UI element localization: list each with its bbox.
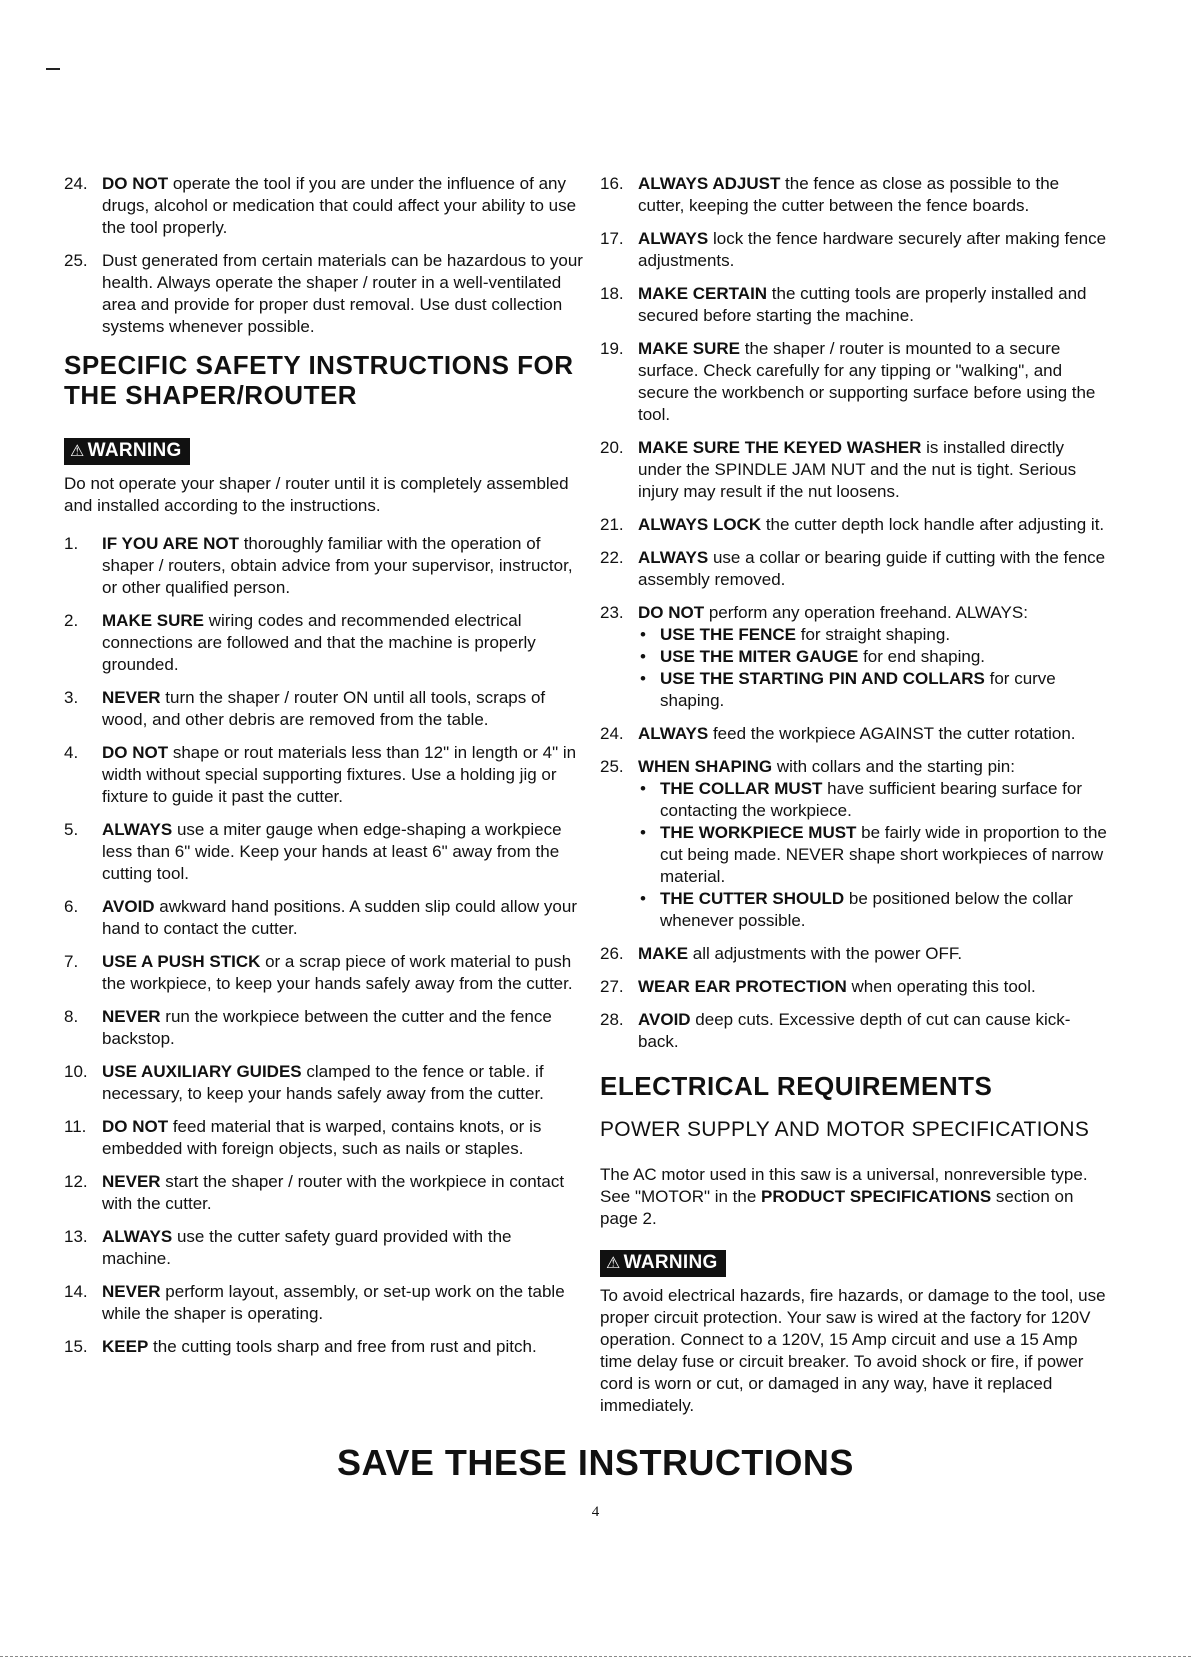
- list-item: 5. ALWAYS use a miter gauge when edge-shaping a workpiece less than 6" wide. Keep your hands at least 6" away from the cutting tool.: [64, 820, 562, 883]
- sub-item: • USE THE STARTING PIN AND COLLARS for curve shaping.: [640, 669, 1056, 710]
- safety-list: [600, 943, 1110, 1053]
- list-item: 21. ALWAYS LOCK the cutter depth lock handle after adjusting it.: [600, 515, 1105, 534]
- motor-text: The AC motor used in this saw is a universal, nonreversible type. See "MOTOR" in the PRODUCT SPECIFICATIONS section on page 2.: [600, 1165, 1088, 1228]
- list-item: 2. MAKE SURE wiring codes and recommended electrical connections are followed and that the machine is properly grounded.: [64, 611, 536, 674]
- list-item: 1. IF YOU ARE NOT thoroughly familiar with the operation of shaper / routers, obtain advice from your supervisor, instructor, or other qualified person.: [64, 534, 573, 597]
- bottom-rule: [0, 1656, 1191, 1657]
- warning-triangle-icon: ⚠: [606, 1255, 621, 1272]
- list-item: 12. NEVER start the shaper / router with the workpiece in contact with the cutter.: [64, 1172, 565, 1213]
- left-column: [64, 173, 584, 1369]
- list-item: 19. MAKE SURE the shaper / router is mounted to a secure surface. Check carefully for any tipping or "walking", and secure the workbench or supporting surface before using the tool.: [600, 339, 1096, 424]
- list-item: 24. DO NOT operate the tool if you are under the influence of any drugs, alcohol or medication that could affect your ability to use the tool properly.: [64, 174, 577, 237]
- list-item: 24. ALWAYS feed the workpiece AGAINST the cutter rotation.: [600, 724, 1076, 743]
- list-item: 4. DO NOT shape or rout materials less than 12" in length or 4" in width without special supporting fixtures. Use a holding jig or fixture to guide it past the cutter.: [64, 743, 577, 806]
- list-item: 23. DO NOT perform any operation freehand. ALWAYS: • USE THE FENCE for straight shaping. • USE THE MITER GAUGE for end shaping. • USE THE STARTING PIN AND COLLARS for curve shaping.: [600, 602, 1110, 712]
- list-item: 18. MAKE CERTAIN the cutting tools are properly installed and secured before starting the machine.: [600, 284, 1087, 325]
- sub-item: • USE THE MITER GAUGE for end shaping.: [640, 647, 986, 666]
- bullet-icon: •: [640, 625, 646, 644]
- list-item: 8. NEVER run the workpiece between the cutter and the fence backstop.: [64, 1007, 552, 1048]
- right-column: [600, 173, 1110, 1429]
- sub-item: • THE WORKPIECE MUST be fairly wide in proportion to the cut being made. NEVER shape short workpieces of narrow material.: [640, 823, 1107, 886]
- list-item: 25. Dust generated from certain materials can be hazardous to your health. Always operate the shaper / router in a well-ventilated area and provide for proper dust removal. Use dust collection systems whenever possible.: [64, 251, 583, 336]
- list-item: 7. USE A PUSH STICK or a scrap piece of work material to push the workpiece, to keep your hands safely away from the cutter.: [64, 952, 573, 993]
- warning-badge: ⚠ WARNING: [600, 1250, 726, 1277]
- list-item: 22. ALWAYS use a collar or bearing guide if cutting with the fence assembly removed.: [600, 548, 1106, 589]
- warning-badge: ⚠ WARNING: [64, 438, 190, 465]
- warning-triangle-icon: ⚠: [70, 443, 85, 460]
- list-item: 16. ALWAYS ADJUST the fence as close as possible to the cutter, keeping the cutter between the fence boards.: [600, 174, 1060, 215]
- list-item: 10. USE AUXILIARY GUIDES clamped to the fence or table. if necessary, to keep your hands safely away from the cutter.: [64, 1062, 544, 1103]
- sub-item: • THE CUTTER SHOULD be positioned below the collar whenever possible.: [640, 889, 1073, 930]
- warning-text: To avoid electrical hazards, fire hazards, or damage to the tool, use proper circuit protection. Your saw is wired at the factory for 120V operation. Connect to a 120V, 15 Amp circuit and use a 15 Amp time delay fuse or circuit breaker. To avoid shock or fire, if power cord is worn or cut, or damaged in any way, have it replaced immediately.: [600, 1286, 1106, 1415]
- sub-item: • USE THE FENCE for straight shaping.: [640, 625, 951, 644]
- sub-item: • THE COLLAR MUST have sufficient bearing surface for contacting the workpiece.: [640, 779, 1082, 820]
- list-item: 25. WHEN SHAPING with collars and the starting pin: • THE COLLAR MUST have sufficient bearing surface for contacting the workpiece. • THE WORKPIECE MUST be fairly wide in proportion to the cut being made. NEVER shape short workpieces of narrow material. • THE CUTTER SHOULD be positioned below the collar whenever possible.: [600, 756, 1110, 932]
- list-item: 11. DO NOT feed material that is warped, contains knots, or is embedded with foreign objects, such as nails or staples.: [64, 1117, 542, 1158]
- section-heading: ELECTRICAL REQUIREMENTS: [600, 1071, 993, 1101]
- subsection-heading: POWER SUPPLY AND MOTOR SPECIFICATIONS: [600, 1118, 1090, 1141]
- bullet-icon: •: [640, 779, 646, 798]
- safety-list: [600, 173, 1110, 591]
- list-item: 20. MAKE SURE THE KEYED WASHER is installed directly under the SPINDLE JAM NUT and the nut is tight. Serious injury may result if the nut loosens.: [600, 438, 1077, 501]
- margin-dash: [46, 68, 60, 70]
- bullet-icon: •: [640, 647, 646, 666]
- bullet-icon: •: [640, 823, 646, 842]
- bullet-icon: •: [640, 669, 646, 688]
- footer-title: SAVE THESE INSTRUCTIONS: [337, 1442, 854, 1483]
- list-item: 17. ALWAYS lock the fence hardware securely after making fence adjustments.: [600, 229, 1107, 270]
- section-heading: SPECIFIC SAFETY INSTRUCTIONS FOR THE SHAPER/ROUTER: [64, 350, 574, 410]
- list-item: 3. NEVER turn the shaper / router ON until all tools, scraps of wood, and other debris are removed from the table.: [64, 688, 546, 729]
- list-item: 6. AVOID awkward hand positions. A sudden slip could allow your hand to contact the cutter.: [64, 897, 577, 938]
- safety-list: [64, 533, 584, 1358]
- warning-text: Do not operate your shaper / router until it is completely assembled and installed according to the instructions.: [64, 474, 569, 515]
- bullet-icon: •: [640, 889, 646, 908]
- list-item: 26. MAKE all adjustments with the power OFF.: [600, 944, 963, 963]
- list-item: 13. ALWAYS use the cutter safety guard provided with the machine.: [64, 1227, 512, 1268]
- page-number: 4: [591, 1504, 600, 1520]
- list-item: 15. KEEP the cutting tools sharp and free from rust and pitch.: [64, 1337, 537, 1356]
- list-item: 27. WEAR EAR PROTECTION when operating this tool.: [600, 977, 1036, 996]
- list-item: 28. AVOID deep cuts. Excessive depth of cut can cause kick-back.: [600, 1010, 1071, 1051]
- list-item: 14. NEVER perform layout, assembly, or set-up work on the table while the shaper is operating.: [64, 1282, 565, 1323]
